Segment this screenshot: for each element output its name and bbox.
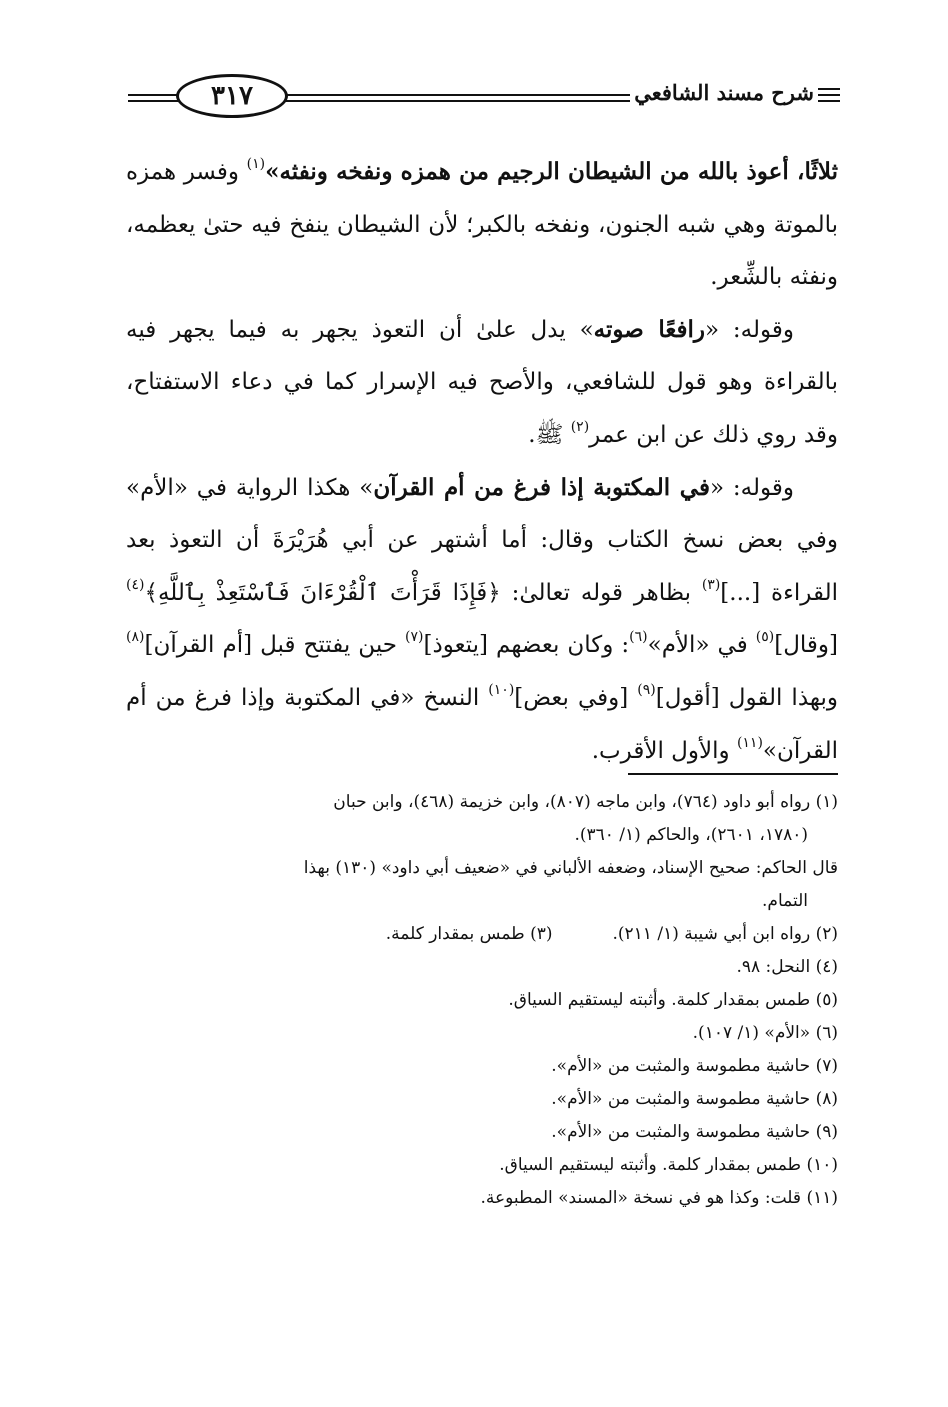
paragraph-text: والأول الأقرب.	[591, 737, 737, 764]
paragraph-text: [وقال]	[774, 632, 839, 659]
footnotes	[126, 786, 838, 1215]
footnote-10: (١٠) طمس بمقدار كلمة. وأثبته ليستقيم السياق.	[499, 1155, 838, 1175]
footnote-row-2-3	[126, 918, 838, 951]
main-text	[126, 146, 838, 777]
footnote-ref-1: (١)	[246, 156, 266, 172]
footnote-1: (١) رواه أبو داود (٧٦٤)، وابن ماجه (٨٠٧)، وابن خزيمة (٤٦٨)، وابن حبان	[333, 792, 838, 812]
paragraph-text: » يدل علىٰ أن التعوذ يجهر به فيما يجهر فيه بالقراءة وهو قول للشافعي، والأصح فيه الإسرار كما في دعاء الاستفتاح، وقد روي ذلك عن ابن عمر	[126, 316, 838, 448]
paragraph-text: وفسر همزه بالموتة وهي شبه الجنون، ونفخه بالكبر؛ لأن الشيطان ينفخ فيه حتىٰ يعظمه، ونفثه بالشِّعر.	[126, 159, 838, 291]
footnote-ref-6: (٦)	[629, 629, 648, 646]
footnote-ref-11: (١١)	[736, 734, 763, 751]
hadith-quote: ثلاثًا، أعوذ بالله من الشيطان الرجيم من همزه ونفخه ونفثه»	[265, 158, 838, 185]
paragraph-text: النسخ «في المكتوبة وإذا فرغ من أم القرآن»	[126, 684, 838, 764]
book-title: شرح مسند الشافعي	[630, 80, 818, 105]
paragraph-1	[126, 146, 838, 304]
page-number: ٣١٧	[211, 81, 253, 111]
footnote-separator	[628, 773, 838, 775]
footnote-11: (١١) قلت: وكذا هو في نسخة «المسند» المطبوعة.	[480, 1188, 838, 1208]
paragraph-2	[126, 304, 838, 462]
footnote-ref-5: (٥)	[755, 629, 775, 646]
footnote-ref-2: (٢)	[570, 418, 590, 435]
paragraph-text: ﷺ.	[528, 421, 571, 448]
paragraph-text: : وكان بعضهم [يتعوذ]	[423, 632, 630, 659]
footnote-5: (٥) طمس بمقدار كلمة. وأثبته ليستقيم السياق.	[508, 990, 838, 1010]
page-number-oval	[176, 74, 288, 118]
paragraph-text: وبهذا القول [أقول]	[655, 684, 839, 711]
footnote-9: (٩) حاشية مطموسة والمثبت من «الأم».	[551, 1122, 838, 1142]
footnote-7: (٧) حاشية مطموسة والمثبت من «الأم».	[551, 1056, 838, 1076]
footnote-4: (٤) النحل: ٩٨.	[736, 957, 838, 977]
footnote-ref-3: (٣)	[701, 576, 721, 593]
paragraph-text: وقوله: «	[709, 474, 794, 501]
paragraph-text: في «الأم»	[647, 632, 756, 659]
footnote-1-comment-continued: التمام.	[762, 891, 808, 911]
footnote-8: (٨) حاشية مطموسة والمثبت من «الأم».	[551, 1089, 838, 1109]
running-header	[128, 68, 840, 132]
footnote-3: (٣) طمس بمقدار كلمة.	[385, 924, 553, 944]
header-rule-end	[818, 88, 840, 90]
footnote-1-comment: قال الحاكم: صحيح الإسناد، وضعفه الألباني في «ضعيف أبي داود» (١٣٠) بهذا	[303, 858, 838, 878]
paragraph-text: وقوله: «	[704, 316, 794, 343]
paragraph-text: » هكذا الرواية في «الأم» وفي بعض نسخ الكتاب وقال: أما أشتهر عن أبي هُرَيْرَةَ أن التعوذ بعد القراءة [...]	[126, 474, 838, 606]
paragraph-3	[126, 462, 838, 778]
footnote-ref-10: (١٠)	[488, 681, 515, 698]
quoted-phrase: في المكتوبة إذا فرغ من أم القرآن	[373, 473, 710, 501]
quoted-phrase: رافعًا صوته	[593, 315, 705, 343]
footnote-ref-9: (٩)	[637, 681, 656, 698]
footnote-6: (٦) «الأم» (١/ ١٠٧).	[692, 1023, 838, 1043]
footnote-ref-4: (٤)	[126, 576, 145, 593]
paragraph-text: [وفي بعض]	[514, 684, 638, 711]
footnote-1-continued: (١٧٨٠، ٢٦٠١)، والحاكم (١/ ٣٦٠).	[574, 825, 808, 845]
footnote-ref-7: (٧)	[405, 629, 424, 646]
footnote-ref-8: (٨)	[126, 629, 145, 646]
paragraph-text: حين يفتتح قبل [أم القرآن]	[144, 632, 406, 659]
footnote-2: (٢) رواه ابن أبي شيبة (١/ ٢١١).	[612, 924, 838, 944]
paragraph-text: بظاهر قوله تعالىٰ: ﴿فَإِذَا قَرَأْتَ ٱلْقُرْءَانَ فَٱسْتَعِذْ بِٱللَّهِ﴾	[144, 579, 702, 606]
